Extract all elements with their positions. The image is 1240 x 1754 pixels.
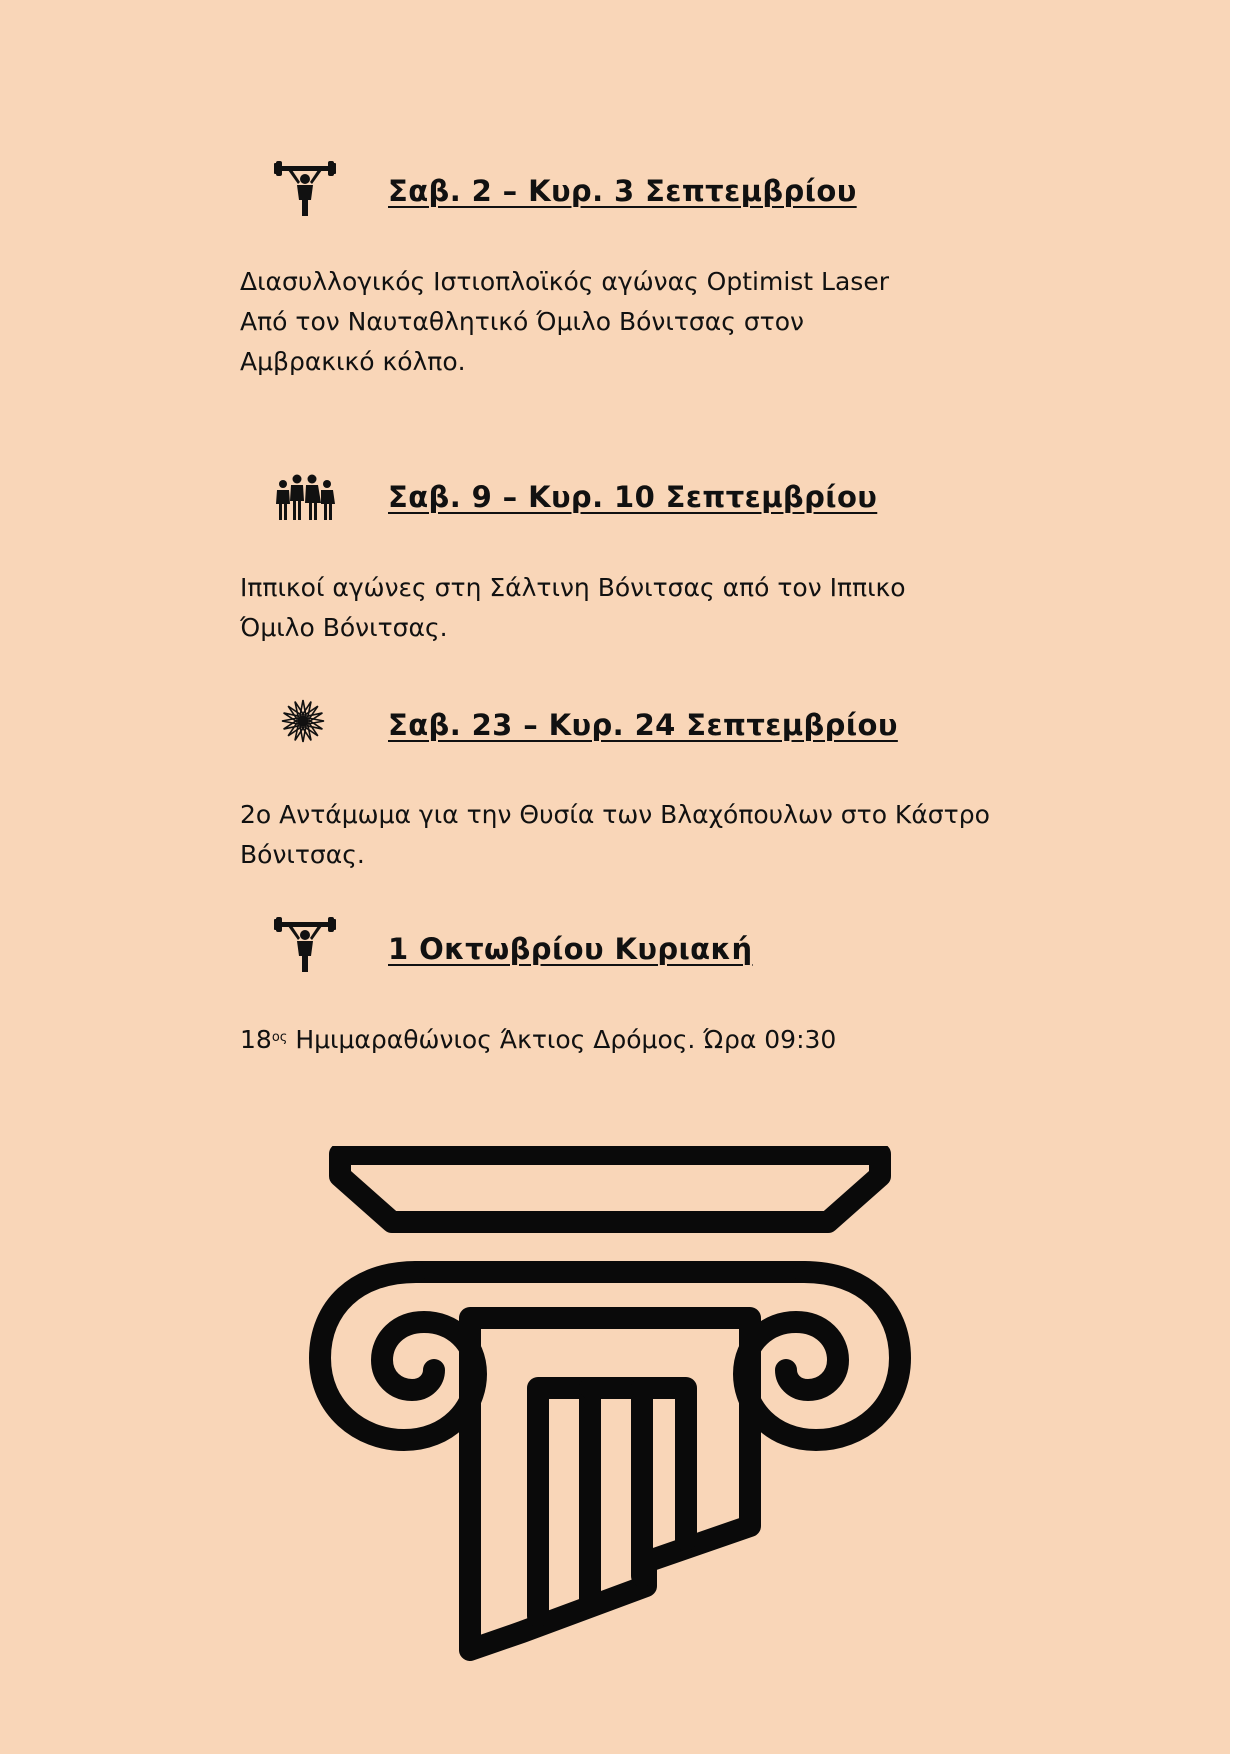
weightlifter-icon: [270, 160, 340, 220]
vergina-sun-icon: [270, 694, 340, 754]
race-edition-number: 18: [240, 1025, 272, 1054]
weightlifter-icon: [270, 916, 340, 976]
event-description: Διασυλλογικός Ιστιοπλοϊκός αγώνας Optimist Laser Από τον Ναυταθλητικό Όμιλο Βόνιτσας στον Αμβρακικό κόλπο.: [240, 267, 889, 376]
ionic-column-icon: [306, 1146, 942, 1706]
family-icon: [270, 468, 340, 528]
event-description: 2ο Αντάμωμα για την Θυσία των Βλαχόπουλων στο Κάστρο Βόνιτσας.: [240, 800, 990, 869]
race-description: Ημιμαραθώνιος Άκτιος Δρόμος. Ώρα 09:30: [287, 1025, 837, 1054]
ordinal-suffix: ος: [271, 1030, 288, 1045]
event-date-heading: Σαβ. 2 – Κυρ. 3 Σεπτεμβρίου: [388, 174, 857, 208]
event-date-heading: Σαβ. 23 – Κυρ. 24 Σεπτεμβρίου: [388, 708, 898, 742]
event-date-heading: Σαβ. 9 – Κυρ. 10 Σεπτεμβρίου: [388, 480, 878, 514]
event-description: [240, 1020, 836, 1060]
event-description: Ιππικοί αγώνες στη Σάλτινη Βόνιτσας από τον Ιππικο Όμιλο Βόνιτσας.: [240, 573, 906, 642]
event-date-heading: 1 Οκτωβρίου Κυριακή: [388, 932, 753, 966]
